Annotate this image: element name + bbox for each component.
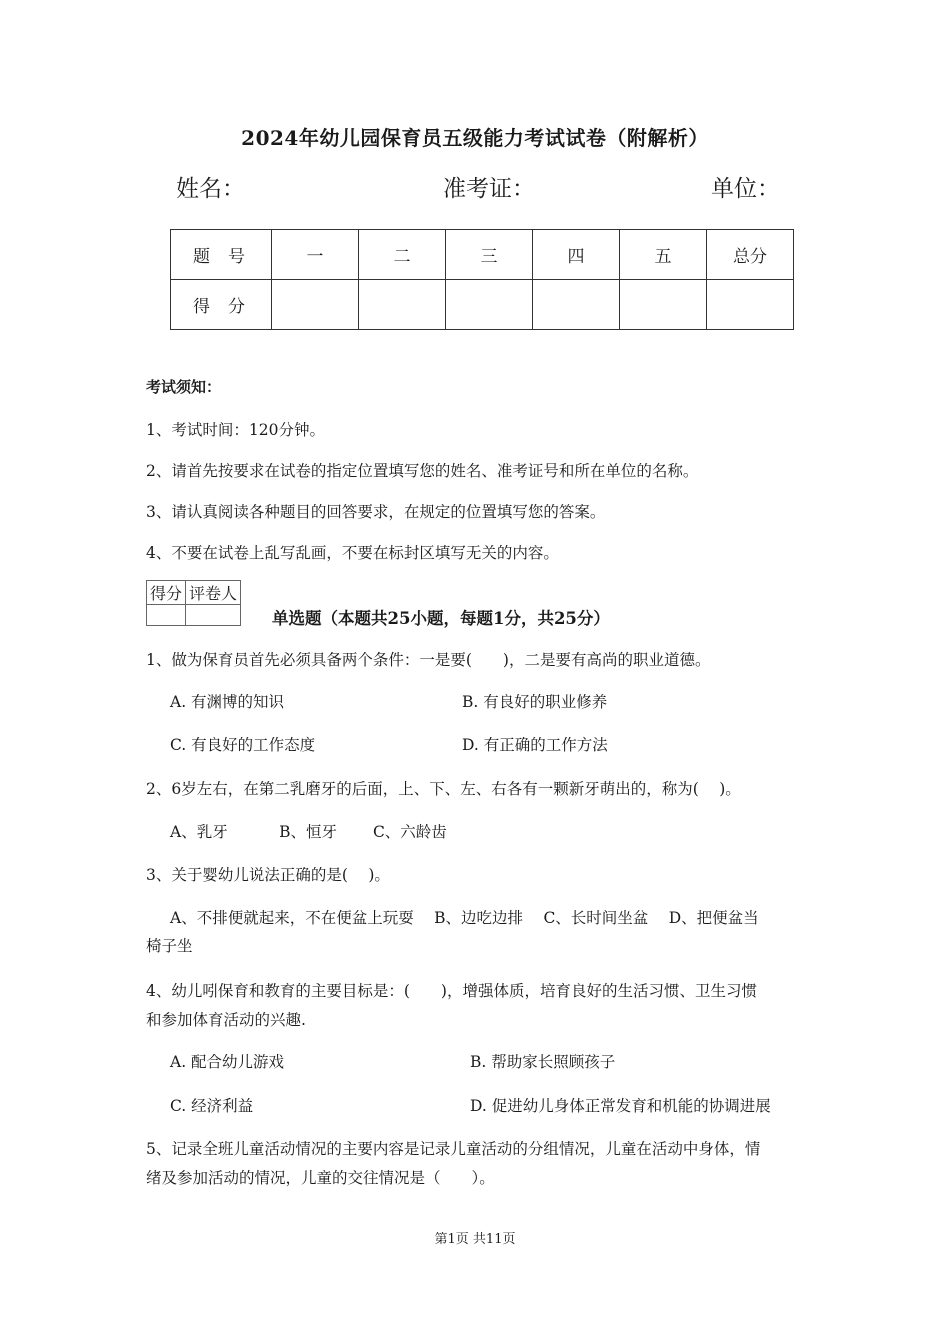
grader-score-label: 得分 [147,581,186,605]
question-1-stem: 1、做为保育员首先必须具备两个条件：一是要( )，二是要有高尚的职业道德。 [146,651,711,669]
score-table-header-row [171,230,794,280]
question-1-option-b: B. 有良好的职业修养 [462,693,608,711]
question-4-option-b: B. 帮助家长照顾孩子 [470,1053,616,1071]
score-input-2[interactable] [359,280,446,330]
score-cell-section-4: 四 [533,230,620,280]
grader-box [146,580,241,626]
question-4-option-d: D. 促进幼儿身体正常发育和机能的协调进展 [470,1097,771,1115]
score-cell-label: 题号 [171,230,272,280]
score-table-score-row [171,280,794,330]
exam-id-field-label: 准考证： [443,176,535,202]
question-3-options: A、不排便就起来，不在便盆上玩耍 B、边吃边排 C、长时间坐盆 D、把便盆当 [170,909,759,927]
question-1-option-a: A. 有渊博的知识 [170,693,285,711]
question-4-stem-continued: 和参加体育活动的兴趣. [146,1011,306,1029]
score-input-4[interactable] [533,280,620,330]
score-input-3[interactable] [446,280,533,330]
score-input-5[interactable] [620,280,707,330]
question-2-stem: 2、6岁左右，在第二乳磨牙的后面，上、下、左、右各有一颗新牙萌出的，称为( )。 [146,780,741,798]
notice-item: 1、考试时间：120分钟。 [146,421,325,439]
score-cell-section-1: 一 [272,230,359,280]
grader-reviewer-cell[interactable] [186,605,241,626]
name-field-label: 姓名： [176,176,245,202]
question-1-option-c: C. 有良好的工作态度 [170,736,316,754]
section-title: 单选题（本题共25小题，每题1分，共25分） [272,609,610,628]
question-2-options: A、乳牙 B、恒牙 C、六龄齿 [170,823,447,841]
question-3-stem: 3、关于婴幼儿说法正确的是( )。 [146,866,390,884]
question-4-option-c: C. 经济利益 [170,1097,254,1115]
notice-item: 3、请认真阅读各种题目的回答要求，在规定的位置填写您的答案。 [146,503,606,521]
score-cell-section-5: 五 [620,230,707,280]
page-footer: 第1页 共11页 [434,1232,516,1247]
notice-item: 4、不要在试卷上乱写乱画，不要在标封区填写无关的内容。 [146,544,559,562]
page-title: 2024年幼儿园保育员五级能力考试试卷（附解析） [241,126,709,150]
score-cell-total: 总分 [707,230,794,280]
score-row-label: 得分 [171,280,272,330]
question-5-stem-continued: 绪及参加活动的情况，儿童的交往情况是（ ）。 [146,1169,495,1187]
question-3-options-continued: 椅子坐 [146,937,193,955]
question-4-option-a: A. 配合幼儿游戏 [170,1053,285,1071]
score-cell-section-2: 二 [359,230,446,280]
notice-item: 2、请首先按要求在试卷的指定位置填写您的姓名、准考证号和所在单位的名称。 [146,462,699,480]
grader-reviewer-label: 评卷人 [186,581,241,605]
score-input-1[interactable] [272,280,359,330]
question-1-option-d: D. 有正确的工作方法 [462,736,608,754]
unit-field-label: 单位： [711,176,780,202]
question-4-stem: 4、幼儿吲保育和教育的主要目标是：( )，增强体质，培育良好的生活习惯、卫生习惯 [146,982,757,1000]
score-input-total[interactable] [707,280,794,330]
score-cell-section-3: 三 [446,230,533,280]
grader-score-cell[interactable] [147,605,186,626]
notice-title: 考试须知： [146,378,222,396]
score-table [170,229,794,330]
question-5-stem: 5、记录全班儿童活动情况的主要内容是记录儿童活动的分组情况，儿童在活动中身体，情 [146,1140,761,1158]
